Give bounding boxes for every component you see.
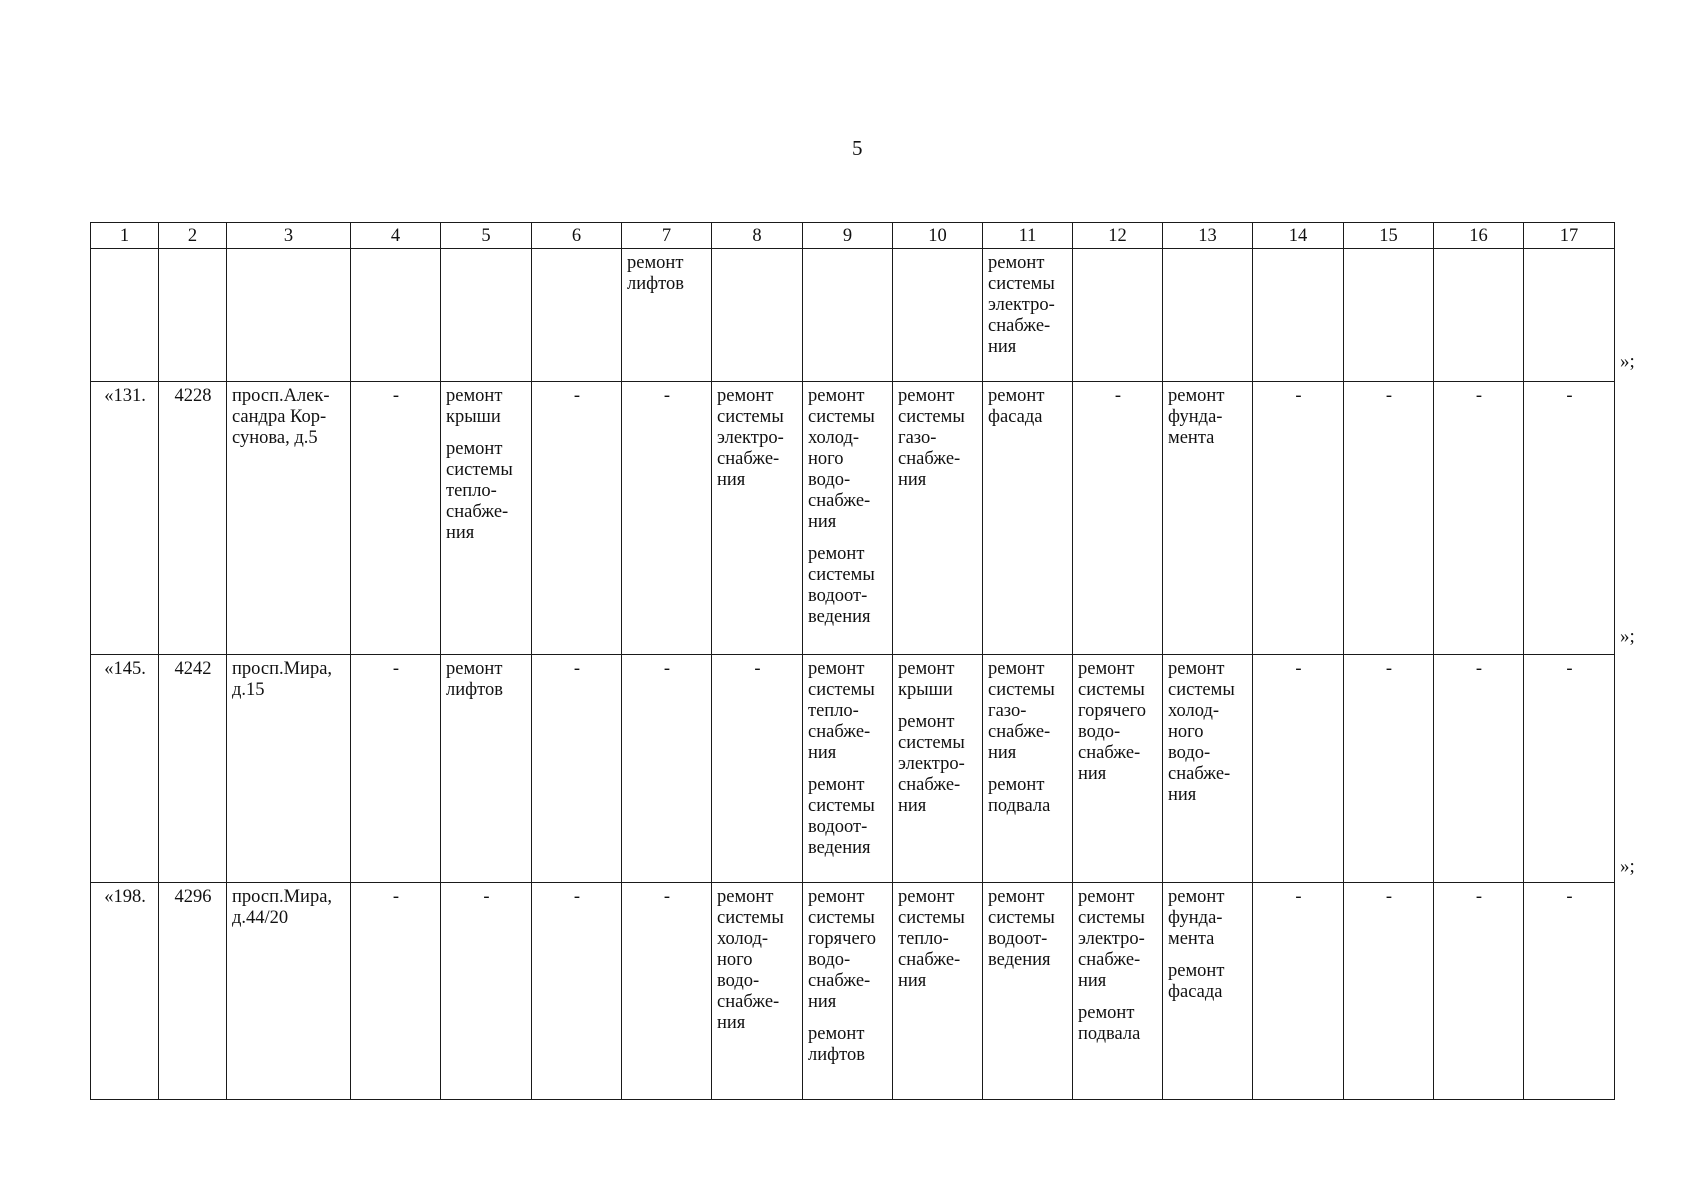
work-item: ремонт лифтов: [446, 659, 503, 700]
work-item: ремонт подвала: [1078, 1003, 1141, 1044]
cell-col-7: -: [622, 382, 712, 655]
work-item: ремонт системы холод-ного водо-снабже-ния: [808, 386, 875, 532]
cell-col-11: [983, 382, 1073, 655]
work-item: ремонт системы электро-снабже-ния: [898, 712, 965, 816]
cell-col-12: -: [1073, 382, 1163, 655]
cell-object-code: [159, 249, 227, 382]
cell-col-12: [1073, 655, 1163, 883]
work-item: ремонт фасада: [1168, 961, 1225, 1002]
cell-col-8: [712, 249, 803, 382]
cell-col-13: [1163, 249, 1253, 382]
header-row: [91, 223, 1615, 249]
work-item: ремонт крыши: [898, 659, 955, 700]
header-col-13: 13: [1163, 223, 1253, 249]
table-row: [91, 382, 1615, 655]
work-item: ремонт подвала: [988, 775, 1051, 816]
header-col-2: 2: [159, 223, 227, 249]
cell-object-code: 4228: [159, 382, 227, 655]
table-row: [91, 655, 1615, 883]
cell-col-15: -: [1344, 655, 1434, 883]
cell-col-17: [1524, 249, 1615, 382]
work-item: ремонт системы тепло-снабже-ния: [446, 439, 513, 543]
work-item: ремонт системы газо-снабже-ния: [898, 386, 965, 490]
work-item: ремонт крыши: [446, 386, 503, 427]
cell-col-6: [532, 249, 622, 382]
cell-col-13: [1163, 655, 1253, 883]
cell-col-14: -: [1253, 883, 1344, 1100]
repair-schedule-table: [90, 222, 1615, 1100]
cell-col-4: -: [351, 382, 441, 655]
cell-col-12: [1073, 249, 1163, 382]
work-item: ремонт лифтов: [808, 1024, 865, 1065]
work-item: ремонт фунда-мента: [1168, 386, 1225, 448]
work-item: ремонт системы холод-ного водо-снабже-ния: [1168, 659, 1235, 805]
cell-col-8: [712, 883, 803, 1100]
cell-col-4: [351, 249, 441, 382]
cell-object-code: 4242: [159, 655, 227, 883]
cell-address: просп.Алек-сандра Кор-сунова, д.5: [227, 382, 351, 655]
header-col-16: 16: [1434, 223, 1524, 249]
work-item: ремонт системы газо-снабже-ния: [988, 659, 1055, 763]
row-closing-quote: »;: [1620, 856, 1635, 877]
cell-row-number: [91, 249, 159, 382]
cell-col-8: -: [712, 655, 803, 883]
cell-address: просп.Мира, д.15: [227, 655, 351, 883]
work-item: ремонт системы холод-ного водо-снабже-ния: [717, 887, 784, 1033]
header-col-12: 12: [1073, 223, 1163, 249]
cell-address: [227, 249, 351, 382]
work-item: ремонт фунда-мента: [1168, 887, 1225, 949]
cell-col-16: -: [1434, 655, 1524, 883]
header-col-14: 14: [1253, 223, 1344, 249]
cell-col-11: [983, 655, 1073, 883]
header-col-8: 8: [712, 223, 803, 249]
work-item: ремонт лифтов: [627, 253, 684, 294]
table-row: [91, 883, 1615, 1100]
work-item: ремонт системы электро-снабже-ния: [988, 253, 1055, 357]
cell-col-7: [622, 249, 712, 382]
cell-col-11: [983, 883, 1073, 1100]
cell-col-15: -: [1344, 883, 1434, 1100]
cell-col-6: -: [532, 655, 622, 883]
cell-row-number: «198.: [91, 883, 159, 1100]
header-col-10: 10: [893, 223, 983, 249]
cell-col-5: [441, 655, 532, 883]
cell-col-9: [803, 382, 893, 655]
header-col-6: 6: [532, 223, 622, 249]
cell-col-5: -: [441, 883, 532, 1100]
header-col-9: 9: [803, 223, 893, 249]
cell-col-6: -: [532, 883, 622, 1100]
cell-col-9: [803, 883, 893, 1100]
cell-col-14: -: [1253, 655, 1344, 883]
cell-row-number: «145.: [91, 655, 159, 883]
cell-col-12: [1073, 883, 1163, 1100]
cell-col-8: [712, 382, 803, 655]
cell-col-4: -: [351, 655, 441, 883]
cell-col-6: -: [532, 382, 622, 655]
row-closing-quote: »;: [1620, 351, 1635, 372]
header-col-17: 17: [1524, 223, 1615, 249]
header-col-11: 11: [983, 223, 1073, 249]
cell-col-9: [803, 249, 893, 382]
work-item: ремонт системы водоот-ведения: [808, 775, 875, 858]
cell-col-7: -: [622, 883, 712, 1100]
cell-col-15: -: [1344, 382, 1434, 655]
work-item: ремонт системы тепло-снабже-ния: [808, 659, 875, 763]
cell-col-10: [893, 382, 983, 655]
cell-col-9: [803, 655, 893, 883]
cell-col-4: -: [351, 883, 441, 1100]
cell-col-13: [1163, 382, 1253, 655]
work-item: ремонт системы водоот-ведения: [988, 887, 1055, 970]
header-col-4: 4: [351, 223, 441, 249]
page-number: 5: [852, 136, 863, 160]
cell-address: просп.Мира, д.44/20: [227, 883, 351, 1100]
row-closing-quote: »;: [1620, 626, 1635, 647]
cell-col-10: [893, 883, 983, 1100]
table-row: [91, 249, 1615, 382]
header-col-5: 5: [441, 223, 532, 249]
work-item: ремонт фасада: [988, 386, 1045, 427]
cell-col-5: [441, 382, 532, 655]
work-item: ремонт системы водоот-ведения: [808, 544, 875, 627]
cell-col-17: -: [1524, 655, 1615, 883]
cell-col-17: -: [1524, 883, 1615, 1100]
cell-col-16: -: [1434, 382, 1524, 655]
cell-col-14: -: [1253, 382, 1344, 655]
cell-row-number: «131.: [91, 382, 159, 655]
cell-col-10: [893, 655, 983, 883]
header-col-7: 7: [622, 223, 712, 249]
work-item: ремонт системы электро-снабже-ния: [717, 386, 784, 490]
cell-col-15: [1344, 249, 1434, 382]
cell-col-13: [1163, 883, 1253, 1100]
cell-col-11: [983, 249, 1073, 382]
cell-col-16: [1434, 249, 1524, 382]
work-item: ремонт системы горячего водо-снабже-ния: [808, 887, 877, 1012]
cell-col-5: [441, 249, 532, 382]
work-item: ремонт системы горячего водо-снабже-ния: [1078, 659, 1147, 784]
header-col-1: 1: [91, 223, 159, 249]
cell-col-7: -: [622, 655, 712, 883]
cell-col-17: -: [1524, 382, 1615, 655]
cell-col-10: [893, 249, 983, 382]
header-col-3: 3: [227, 223, 351, 249]
cell-col-16: -: [1434, 883, 1524, 1100]
header-col-15: 15: [1344, 223, 1434, 249]
work-item: ремонт системы электро-снабже-ния: [1078, 887, 1145, 991]
cell-object-code: 4296: [159, 883, 227, 1100]
cell-col-14: [1253, 249, 1344, 382]
work-item: ремонт системы тепло-снабже-ния: [898, 887, 965, 991]
